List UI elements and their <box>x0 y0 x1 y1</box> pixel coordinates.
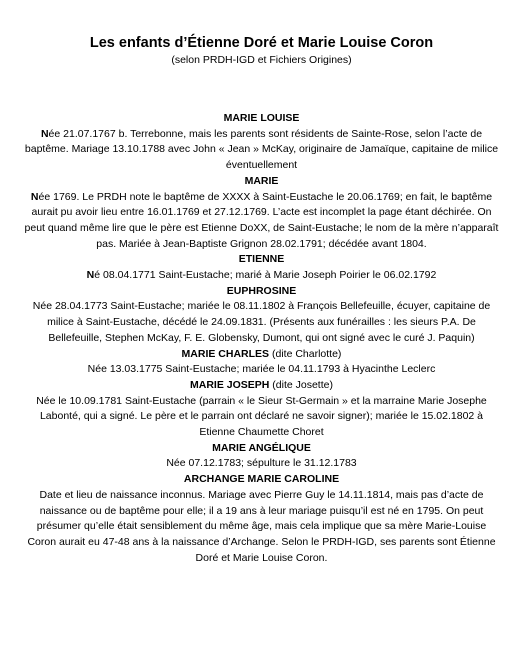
child-entry-marie-louise: Née 21.07.1767 b. Terrebonne, mais les parents sont résidents de Sainte-Rose, selon l’acte de baptême. Mariage 13.10.1788 avec John « Jean » McKay, originaire de Jamaïque, capitaine de milice éventuellement <box>24 127 499 172</box>
children-list <box>24 111 499 566</box>
document-subtitle: (selon PRDH-IGD et Fichiers Origines) <box>171 54 352 66</box>
child-entry-archange-marie-caroline: Date et lieu de naissance inconnus. Mariage avec Pierre Guy le 14.11.1814, mais pas d’acte de naissance ou de baptême pour elle; il a 19 ans à leur mariage puisqu’il est né en 1795. On peut présumer qu’elle était sensiblement du même âge, mais cela implique que sa mère Marie-Louise Coron aurait eu 47-48 ans à la naissance d’Archange. Selon le PRDH-IGD, ses parents sont Étienne Doré et Marie Louise Coron. <box>27 488 496 564</box>
child-entry-marie-charles: Née 13.03.1775 Saint-Eustache; mariée le 04.11.1793 à Hyacinthe Leclerc <box>87 363 436 376</box>
child-name-marie-charles: MARIE CHARLES (dite Charlotte) <box>181 347 342 360</box>
child-name-marie: MARIE <box>244 174 279 187</box>
child-entry-marie-joseph: Née le 10.09.1781 Saint-Eustache (parrain « le Sieur St-Germain » et la marraine Marie Josephe Labonté, qui a signé. Le père et le parrain ont déclaré ne savoir signer); mariée le 15.02.1802 à Etienne Chaumette Choret <box>36 394 487 439</box>
child-entry-euphrosine: Née 28.04.1773 Saint-Eustache; mariée le 08.11.1802 à François Bellefeuille, écuyer, capitaine de milice à Saint-Eustache, décédé le 24.09.1831. (Présents aux funérailles : les sieurs P.A. De Bellefeuille, Stephen McKay, F. E. Globensky, Dumont, qui ont signé avec le curé J. Paquin) <box>32 300 491 344</box>
document-title: Les enfants d’Étienne Doré et Marie Louise Coron <box>89 35 434 51</box>
child-name-marie-angelique: MARIE ANGÉLIQUE <box>212 441 311 454</box>
child-name-etienne: ETIENNE <box>238 253 285 266</box>
child-name-euphrosine: EUPHROSINE <box>226 284 297 297</box>
child-name-marie-joseph: MARIE JOSEPH (dite Josette) <box>190 378 333 391</box>
child-name-archange-marie-caroline: ARCHANGE MARIE CAROLINE <box>183 473 340 486</box>
child-name-marie-louise: MARIE LOUISE <box>223 112 300 124</box>
child-entry-marie-angelique: Née 07.12.1783; sépulture le 31.12.1783 <box>166 457 357 470</box>
child-entry-etienne: Né 08.04.1771 Saint-Eustache; marié à Marie Joseph Poirier le 06.02.1792 <box>86 269 437 282</box>
child-entry-marie: Née 1769. Le PRDH note le baptême de XXXX à Saint-Eustache le 20.06.1769; en fait, le baptême aurait pu avoir lieu entre 16.01.1769 et 27.12.1769. L’acte est incomplet la page étant déchirée. On peut quand même lire que le père est Etienne DoXX, de Saint-Eustache; le nom de la mère n’apparaît pas. Mariée à Jean-Baptiste Grignon 28.02.1791; décédée avant 1804. <box>24 190 499 250</box>
